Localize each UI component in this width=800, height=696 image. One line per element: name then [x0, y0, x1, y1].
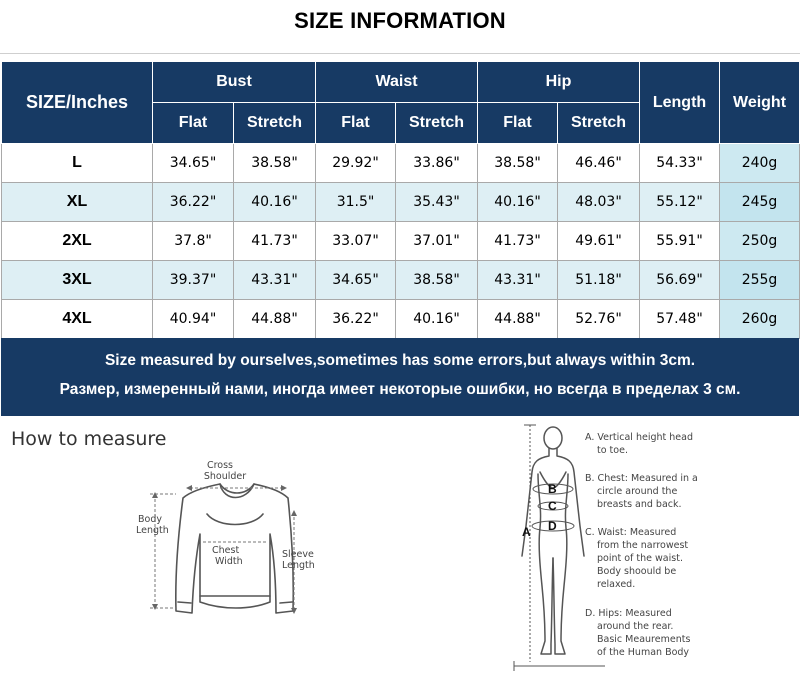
desc-d-line-3: Basic Meaurements — [597, 634, 691, 645]
desc-c-line-1: C. Waist: Measured — [585, 527, 677, 538]
cell-length: 55.12" — [640, 183, 720, 222]
cell-hip-flat: 38.58" — [478, 144, 558, 183]
desc-d-line-4: of the Human Body — [597, 647, 690, 658]
cell-bust-flat: 34.65" — [153, 144, 234, 183]
desc-b-line-3: breasts and back. — [597, 499, 682, 510]
cell-bust-stretch: 43.31" — [234, 261, 316, 300]
label-sleeve-length-2: Length — [282, 560, 315, 571]
cell-bust-stretch: 41.73" — [234, 222, 316, 261]
note-russian: Размер, измеренный нами, иногда имеет некоторые ошибки, но всегда в пределах 3 см. — [59, 381, 741, 398]
cell-waist-flat: 33.07" — [316, 222, 396, 261]
header-size: SIZE/Inches — [2, 62, 153, 144]
cell-waist-stretch: 40.16" — [396, 300, 478, 339]
cell-size: 3XL — [2, 261, 153, 300]
cell-hip-stretch: 52.76" — [558, 300, 640, 339]
header-bust: Bust — [153, 62, 316, 103]
cell-waist-stretch: 38.58" — [396, 261, 478, 300]
desc-d-line-2: around the rear. — [597, 621, 674, 632]
cell-size: L — [2, 144, 153, 183]
arrowhead-icon — [281, 485, 287, 491]
label-cross-shoulder-2: Shoulder — [203, 471, 247, 482]
measure-lines-icon — [514, 425, 605, 671]
arrowhead-icon — [152, 604, 158, 610]
cell-weight: 245g — [720, 183, 800, 222]
desc-a-line-2: to toe. — [597, 445, 628, 456]
cell-waist-flat: 34.65" — [316, 261, 396, 300]
table-row — [2, 261, 800, 300]
desc-b-line-2: circle around the — [597, 486, 678, 497]
cell-length: 56.69" — [640, 261, 720, 300]
size-table — [1, 61, 800, 339]
body-letter-b: B — [548, 482, 557, 496]
cell-bust-stretch: 40.16" — [234, 183, 316, 222]
cell-hip-flat: 41.73" — [478, 222, 558, 261]
desc-c-line-2: from the narrowest — [597, 540, 689, 551]
cell-hip-flat: 44.88" — [478, 300, 558, 339]
header-waist: Waist — [316, 62, 478, 103]
cell-hip-stretch: 46.46" — [558, 144, 640, 183]
cell-bust-stretch: 44.88" — [234, 300, 316, 339]
cell-hip-flat: 40.16" — [478, 183, 558, 222]
cell-bust-flat: 39.37" — [153, 261, 234, 300]
cell-waist-stretch: 37.01" — [396, 222, 478, 261]
label-chest-width-2: Width — [215, 556, 243, 567]
desc-a-line-1: A. Vertical height head — [585, 432, 693, 443]
measurement-diagram — [0, 416, 800, 696]
desc-c-line-3: point of the waist. — [597, 553, 683, 564]
cell-bust-flat: 40.94" — [153, 300, 234, 339]
cell-weight: 240g — [720, 144, 800, 183]
header-waist-flat: Flat — [316, 103, 396, 144]
table-row — [2, 222, 800, 261]
cell-length: 54.33" — [640, 144, 720, 183]
body-length-arrow-icon — [150, 494, 176, 608]
cell-waist-flat: 31.5" — [316, 183, 396, 222]
cell-hip-stretch: 51.18" — [558, 261, 640, 300]
cell-bust-flat: 36.22" — [153, 183, 234, 222]
header-length: Length — [640, 62, 720, 144]
table-row — [2, 183, 800, 222]
label-body-length-2: Length — [136, 525, 169, 536]
cell-hip-stretch: 49.61" — [558, 222, 640, 261]
cell-size: 2XL — [2, 222, 153, 261]
cell-size: 4XL — [2, 300, 153, 339]
header-waist-stretch: Stretch — [396, 103, 478, 144]
desc-c-line-4: Body shoould be — [597, 566, 677, 577]
cell-size: XL — [2, 183, 153, 222]
body-letter-a: A — [522, 525, 531, 539]
how-to-measure-heading: How to measure — [11, 428, 167, 450]
cell-length: 55.91" — [640, 222, 720, 261]
table-row — [2, 144, 800, 183]
cell-waist-flat: 29.92" — [316, 144, 396, 183]
body-letter-c: C — [548, 499, 557, 513]
header-hip: Hip — [478, 62, 640, 103]
cell-weight: 250g — [720, 222, 800, 261]
table-row — [2, 300, 800, 339]
header-hip-stretch: Stretch — [558, 103, 640, 144]
human-body-icon — [522, 427, 584, 654]
cell-waist-stretch: 35.43" — [396, 183, 478, 222]
header-bust-stretch: Stretch — [234, 103, 316, 144]
header-bust-flat: Flat — [153, 103, 234, 144]
note-english: Size measured by ourselves,sometimes has some errors,but always within 3cm. — [104, 352, 696, 369]
arrowhead-icon — [152, 492, 158, 498]
desc-d-line-1: D. Hips: Measured — [585, 608, 672, 619]
page-title: SIZE INFORMATION — [294, 8, 506, 33]
title-divider — [0, 53, 800, 54]
cell-hip-flat: 43.31" — [478, 261, 558, 300]
cell-bust-flat: 37.8" — [153, 222, 234, 261]
cell-weight: 255g — [720, 261, 800, 300]
cell-bust-stretch: 38.58" — [234, 144, 316, 183]
label-cross-shoulder-1: Cross — [206, 460, 234, 471]
arrowhead-icon — [291, 510, 297, 516]
cell-weight: 260g — [720, 300, 800, 339]
desc-c-line-5: relaxed. — [597, 579, 636, 590]
label-chest-width-1: Chest — [212, 545, 240, 556]
cell-hip-stretch: 48.03" — [558, 183, 640, 222]
label-sleeve-length-1: Sleeve — [282, 549, 314, 560]
arrowhead-icon — [186, 485, 192, 491]
measurement-note-banner — [1, 338, 799, 416]
header-weight: Weight — [720, 62, 800, 144]
cell-waist-flat: 36.22" — [316, 300, 396, 339]
header-hip-flat: Flat — [478, 103, 558, 144]
cell-waist-stretch: 33.86" — [396, 144, 478, 183]
desc-b-line-1: B. Chest: Measured in a — [585, 473, 698, 484]
cell-length: 57.48" — [640, 300, 720, 339]
body-letter-d: D — [548, 519, 557, 533]
label-body-length-1: Body — [138, 514, 162, 525]
